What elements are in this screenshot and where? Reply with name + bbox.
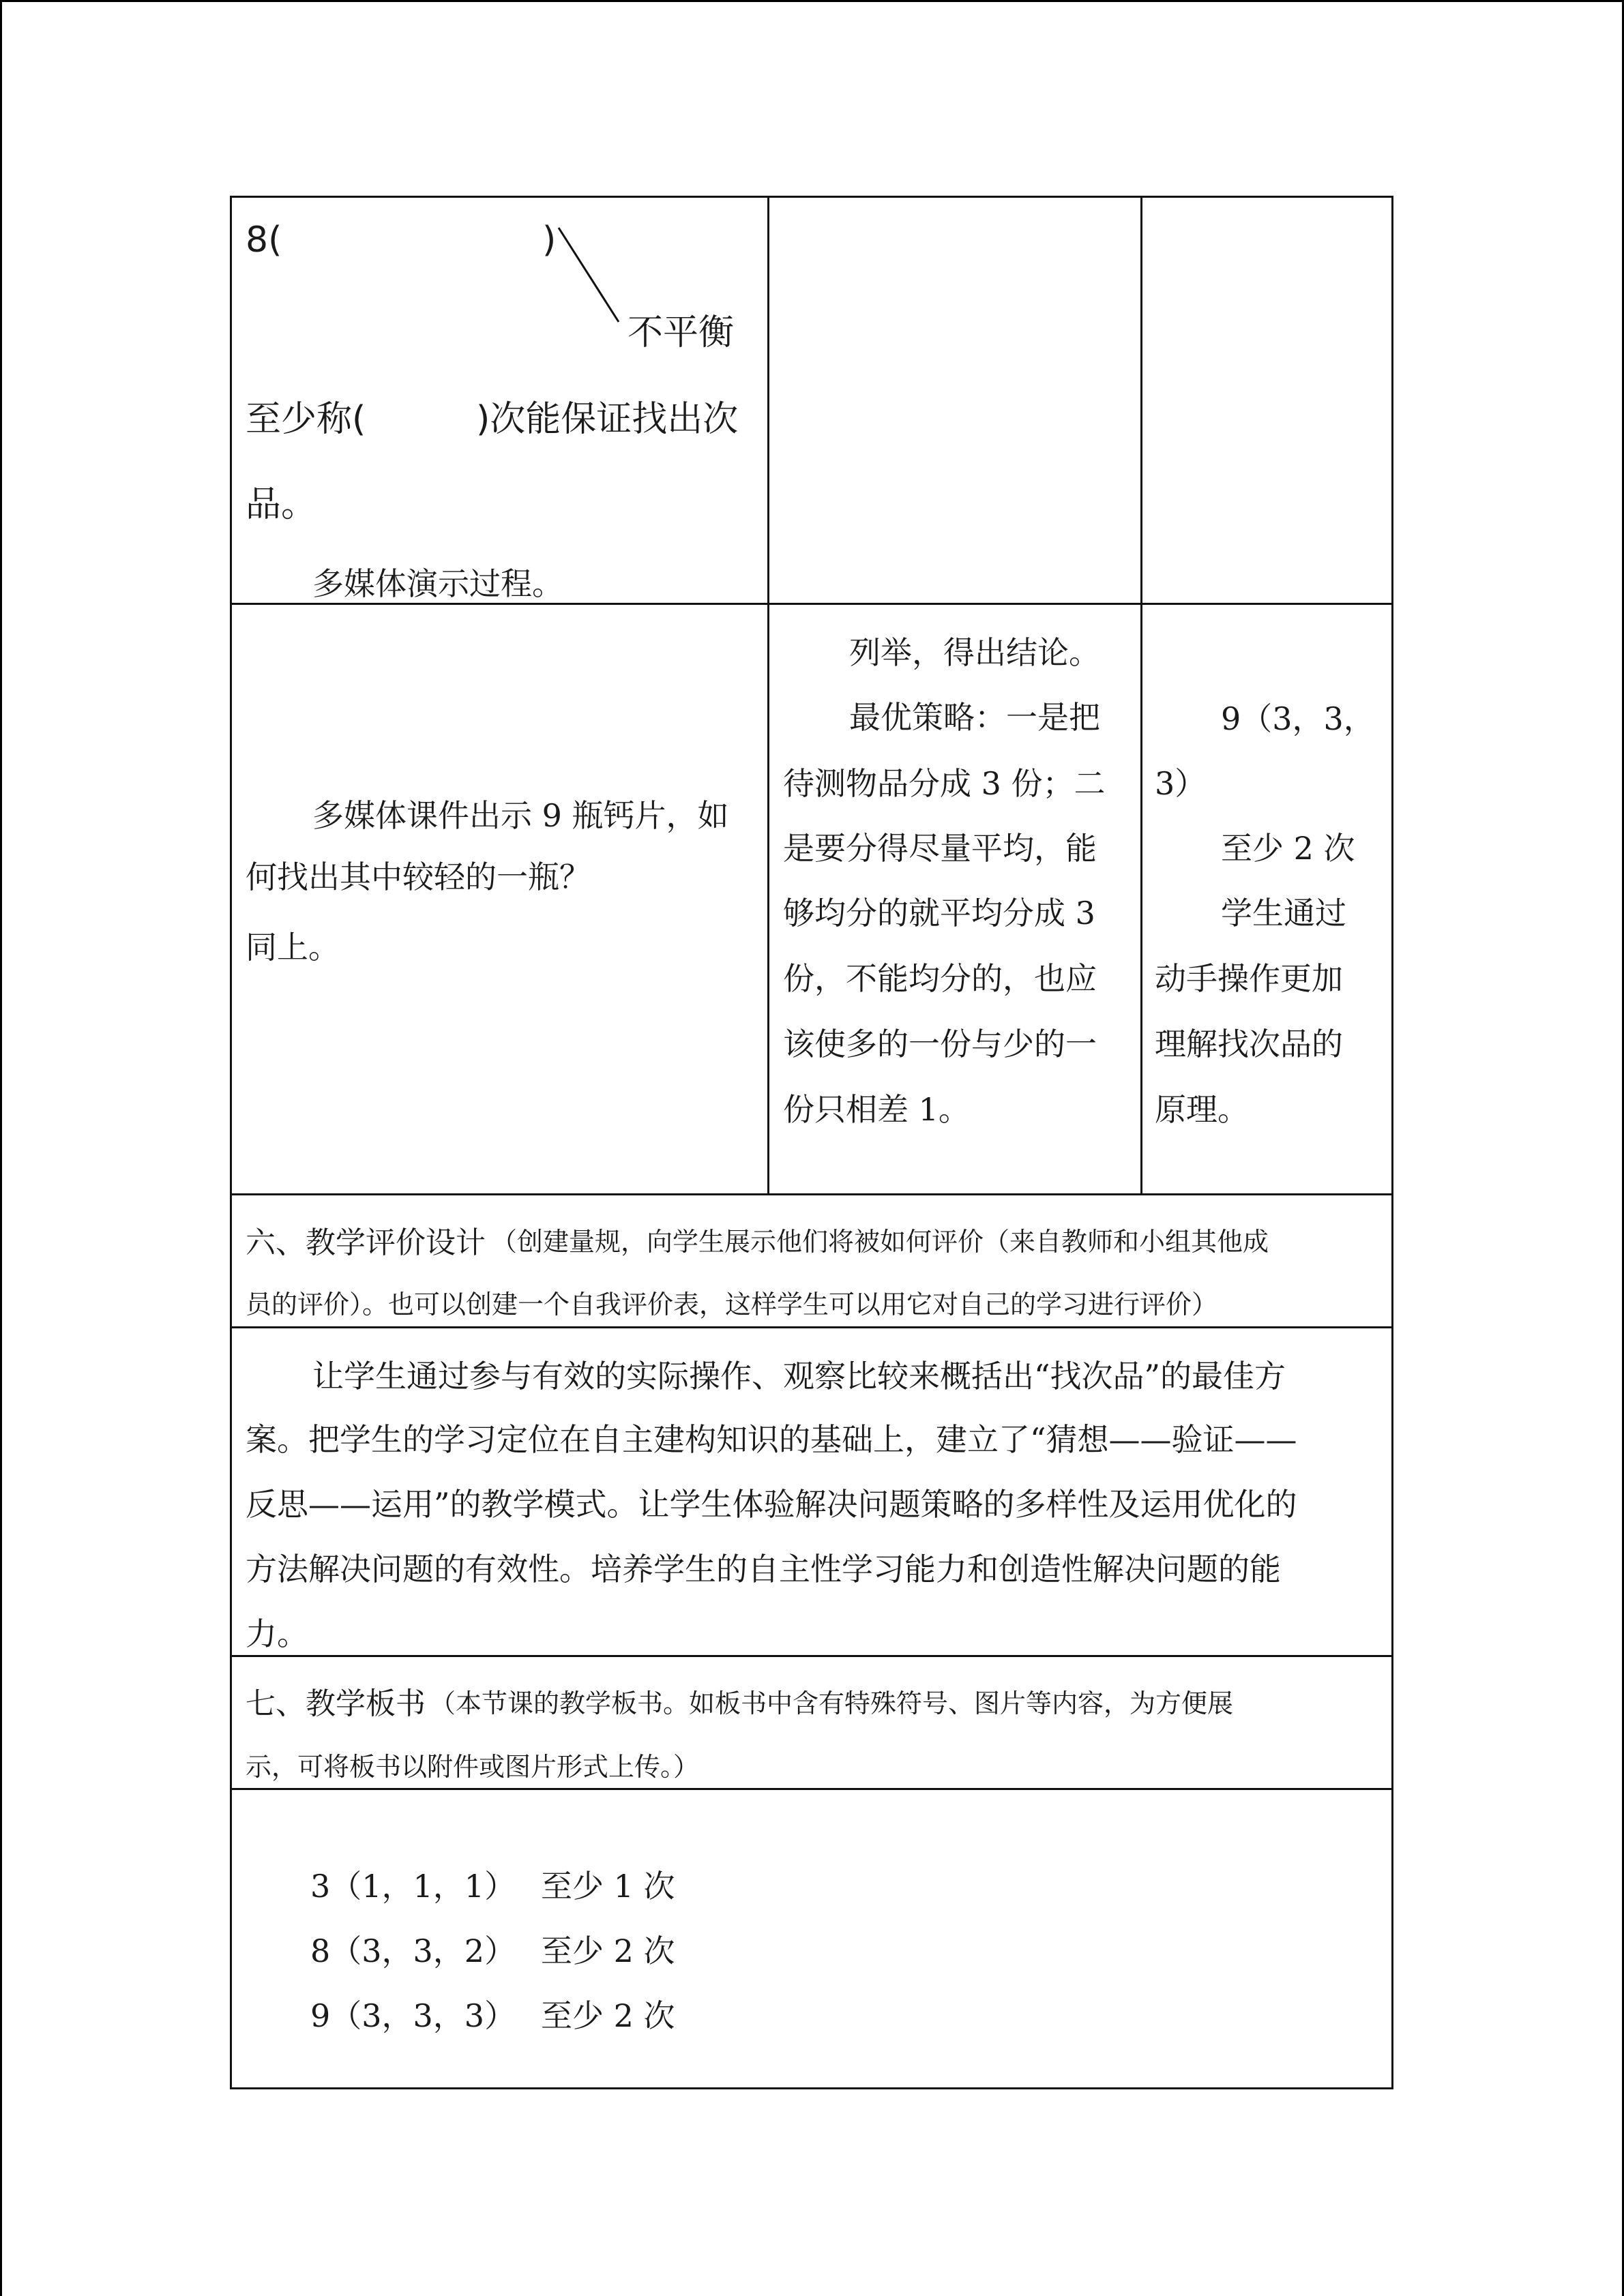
board-expression: 9（3，3，3）	[310, 1997, 516, 2034]
intent-line: 动手操作更加	[1155, 960, 1343, 997]
row-divider-4	[230, 1655, 1393, 1657]
column-divider-2	[1140, 196, 1142, 1195]
demo-process-text: 多媒体演示过程。	[312, 565, 563, 602]
evaluation-paragraph-line: 让学生通过参与有效的实际操作、观察比较来概括出“找次品”的最佳方	[312, 1358, 1286, 1395]
section6-note-line2: 员的评价）。也可以创建一个自我评价表，这样学生可以用它对自己的学习进行评价）	[246, 1289, 1218, 1320]
section7-note-line2: 示，可将板书以附件或图片形式上传。）	[246, 1752, 700, 1782]
section6-title: 六、教学评价设计	[246, 1225, 486, 1260]
board-expression: 8（3，3，2）	[310, 1933, 516, 1969]
board-result: 至少 2 次	[541, 1933, 675, 1969]
intent-line: 理解找次品的	[1155, 1026, 1343, 1062]
board-result: 至少 2 次	[541, 1997, 675, 2034]
student-activity-line: 该使多的一份与少的一	[783, 1026, 1097, 1062]
question-line-end: )次能保证找出次	[476, 399, 739, 440]
intent-line: 至少 2 次	[1221, 830, 1355, 867]
formula-prefix: 8(	[246, 220, 282, 260]
column-divider-1	[767, 196, 769, 1195]
intent-line: 9（3，3，	[1221, 700, 1375, 737]
evaluation-paragraph-line: 案。把学生的学习定位在自主建构知识的基础上，建立了“猜想——验证——	[246, 1421, 1297, 1458]
page-left-border	[0, 0, 2, 2296]
student-activity-line: 待测物品分成 3 份；二	[783, 765, 1106, 802]
table-border-left	[230, 196, 232, 2089]
intent-line: 原理。	[1155, 1091, 1249, 1128]
row-divider-3	[230, 1326, 1393, 1328]
student-activity-line: 够均分的就平均分成 3	[783, 895, 1095, 931]
student-activity-line: 份只相差 1。	[783, 1091, 970, 1128]
page-top-border	[0, 0, 1624, 2]
table-border-right	[1391, 196, 1393, 2089]
intent-line: 3）	[1155, 765, 1207, 802]
question-line-start: 至少称(	[246, 399, 366, 440]
table-border-bottom	[230, 2087, 1393, 2089]
section7-title: 七、教学板书	[246, 1686, 426, 1721]
branch-line	[556, 225, 624, 327]
student-activity-line: 最优策略：一是把	[849, 699, 1100, 736]
row-divider-2	[230, 1193, 1393, 1195]
row-divider-5	[230, 1788, 1393, 1790]
teacher-activity-line: 同上。	[246, 929, 340, 966]
question-line-wrap: 品。	[246, 484, 317, 525]
board-result: 至少 1 次	[541, 1868, 675, 1905]
unbalanced-label: 不平衡	[628, 312, 735, 353]
student-activity-line: 列举，得出结论。	[849, 634, 1100, 671]
student-activity-line: 份，不能均分的，也应	[783, 960, 1097, 997]
table-border-top	[230, 196, 1393, 198]
evaluation-paragraph-line: 力。	[246, 1615, 308, 1652]
formula-suffix: )	[542, 220, 557, 260]
teacher-activity-line: 多媒体课件出示 9 瓶钙片，如	[312, 797, 729, 834]
section7-note-line1: （本节课的教学板书。如板书中含有特殊符号、图片等内容，为方便展	[430, 1688, 1234, 1718]
evaluation-paragraph-line: 方法解决问题的有效性。培养学生的自主性学习能力和创造性解决问题的能	[246, 1551, 1281, 1587]
teacher-activity-line: 何找出其中较轻的一瓶？	[246, 859, 591, 895]
evaluation-paragraph-line: 反思——运用”的教学模式。让学生体验解决问题策略的多样性及运用优化的	[246, 1486, 1297, 1523]
section6-note-line1: （创建量规，向学生展示他们将被如何评价（来自教师和小组其他成	[491, 1227, 1269, 1257]
student-activity-line: 是要分得尽量平均，能	[783, 830, 1097, 867]
intent-line: 学生通过	[1221, 895, 1346, 931]
board-expression: 3（1，1，1）	[310, 1868, 516, 1905]
